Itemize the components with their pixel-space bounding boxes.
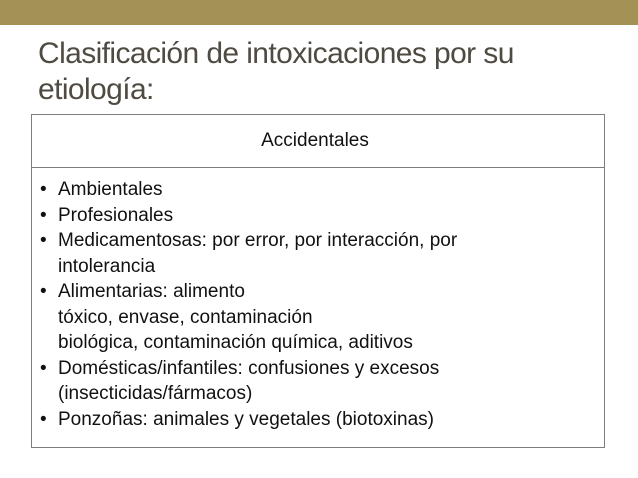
- bullet-icon: •: [40, 179, 47, 200]
- classification-list: [32, 168, 604, 432]
- list-item-text: Ponzoñas: animales y vegetales (biotoxinas): [58, 408, 434, 430]
- list-item-text: Medicamentosas: por error, por interacción, por intolerancia: [58, 230, 458, 277]
- list-item-text: Ambientales: [58, 179, 163, 200]
- bullet-icon: •: [40, 204, 47, 226]
- list-item-text: Domésticas/infantiles: confusiones y excesos (insecticidas/fármacos): [58, 357, 440, 404]
- bullet-icon: •: [40, 357, 47, 379]
- list-item: [40, 356, 604, 407]
- list-item: [40, 407, 604, 433]
- table-header-cell: Accidentales: [32, 115, 604, 168]
- list-item: [40, 228, 604, 279]
- slide-title: Clasificación de intoxicaciones por su etiología:: [38, 37, 514, 106]
- top-accent-band: [0, 0, 638, 25]
- bullet-icon: •: [40, 408, 47, 430]
- bullet-icon: •: [40, 230, 47, 251]
- list-item-text: Profesionales: [58, 204, 174, 226]
- list-item: [40, 279, 604, 356]
- list-item: [40, 203, 604, 229]
- list-item: [40, 177, 604, 203]
- bullet-icon: •: [40, 281, 47, 302]
- classification-table: [31, 114, 605, 448]
- list-item-text: Alimentarias: alimento tóxico, envase, contaminación biológica, contaminación química, aditivos: [58, 281, 413, 353]
